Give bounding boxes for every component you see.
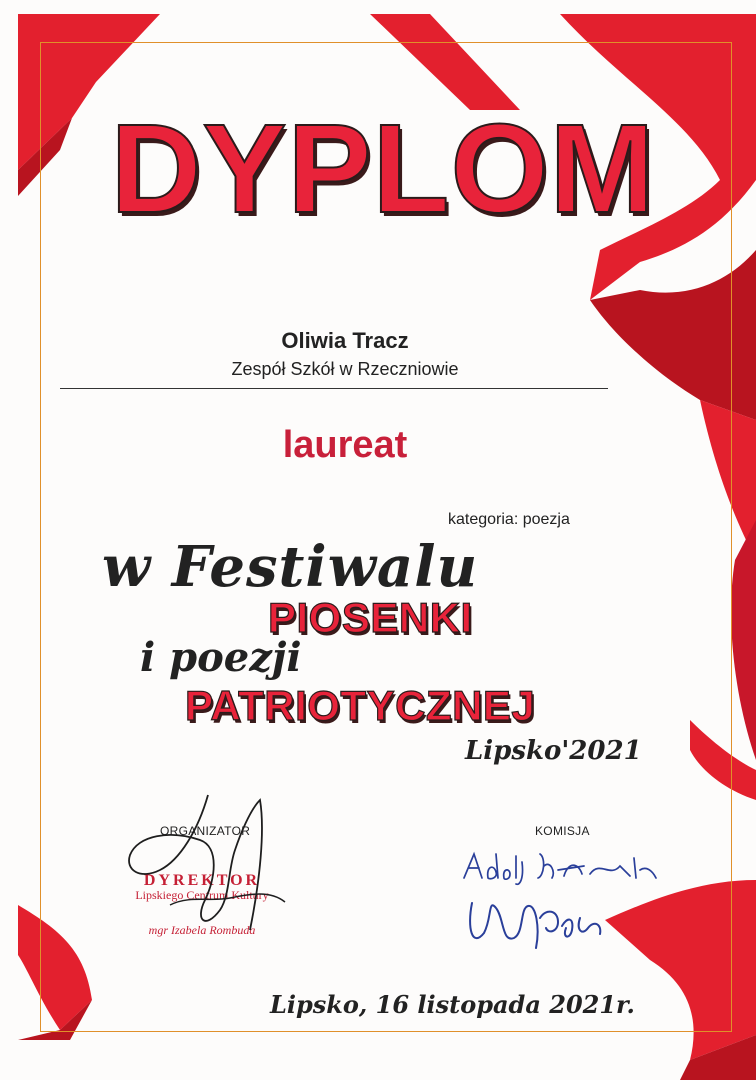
committee-signature-1	[460, 848, 660, 888]
recipient-name: Oliwia Tracz	[281, 328, 409, 353]
festival-edition: Lipsko'2021	[465, 736, 642, 766]
festival-line-3: i poezji	[140, 634, 302, 681]
festival-line-2: PIOSENKI	[268, 594, 473, 641]
festival-line-4: PATRIOTYCZNEJ	[185, 682, 536, 729]
committee-label: KOMISJA	[535, 824, 590, 838]
stamp-institution: Lipskiego Centrum Kultury	[135, 888, 269, 902]
diploma-title: DYPLOM	[110, 98, 656, 239]
divider-line	[60, 388, 608, 389]
organizer-signature	[110, 790, 300, 940]
school-name: Zespół Szkół w Rzeczniowie	[231, 359, 459, 379]
committee-signature-2	[462, 888, 612, 958]
festival-line-1: w Festiwalu	[102, 534, 479, 600]
organizer-label: ORGANIZATOR	[160, 824, 251, 838]
issue-date: Lipsko, 16 listopada 2021r.	[270, 990, 635, 1019]
category-label: kategoria: poezja	[448, 511, 570, 528]
award-title: laureat	[282, 424, 408, 466]
stamp-title: DYREKTOR	[143, 872, 261, 889]
stamp-name: mgr Izabela Rombuda	[148, 923, 256, 937]
